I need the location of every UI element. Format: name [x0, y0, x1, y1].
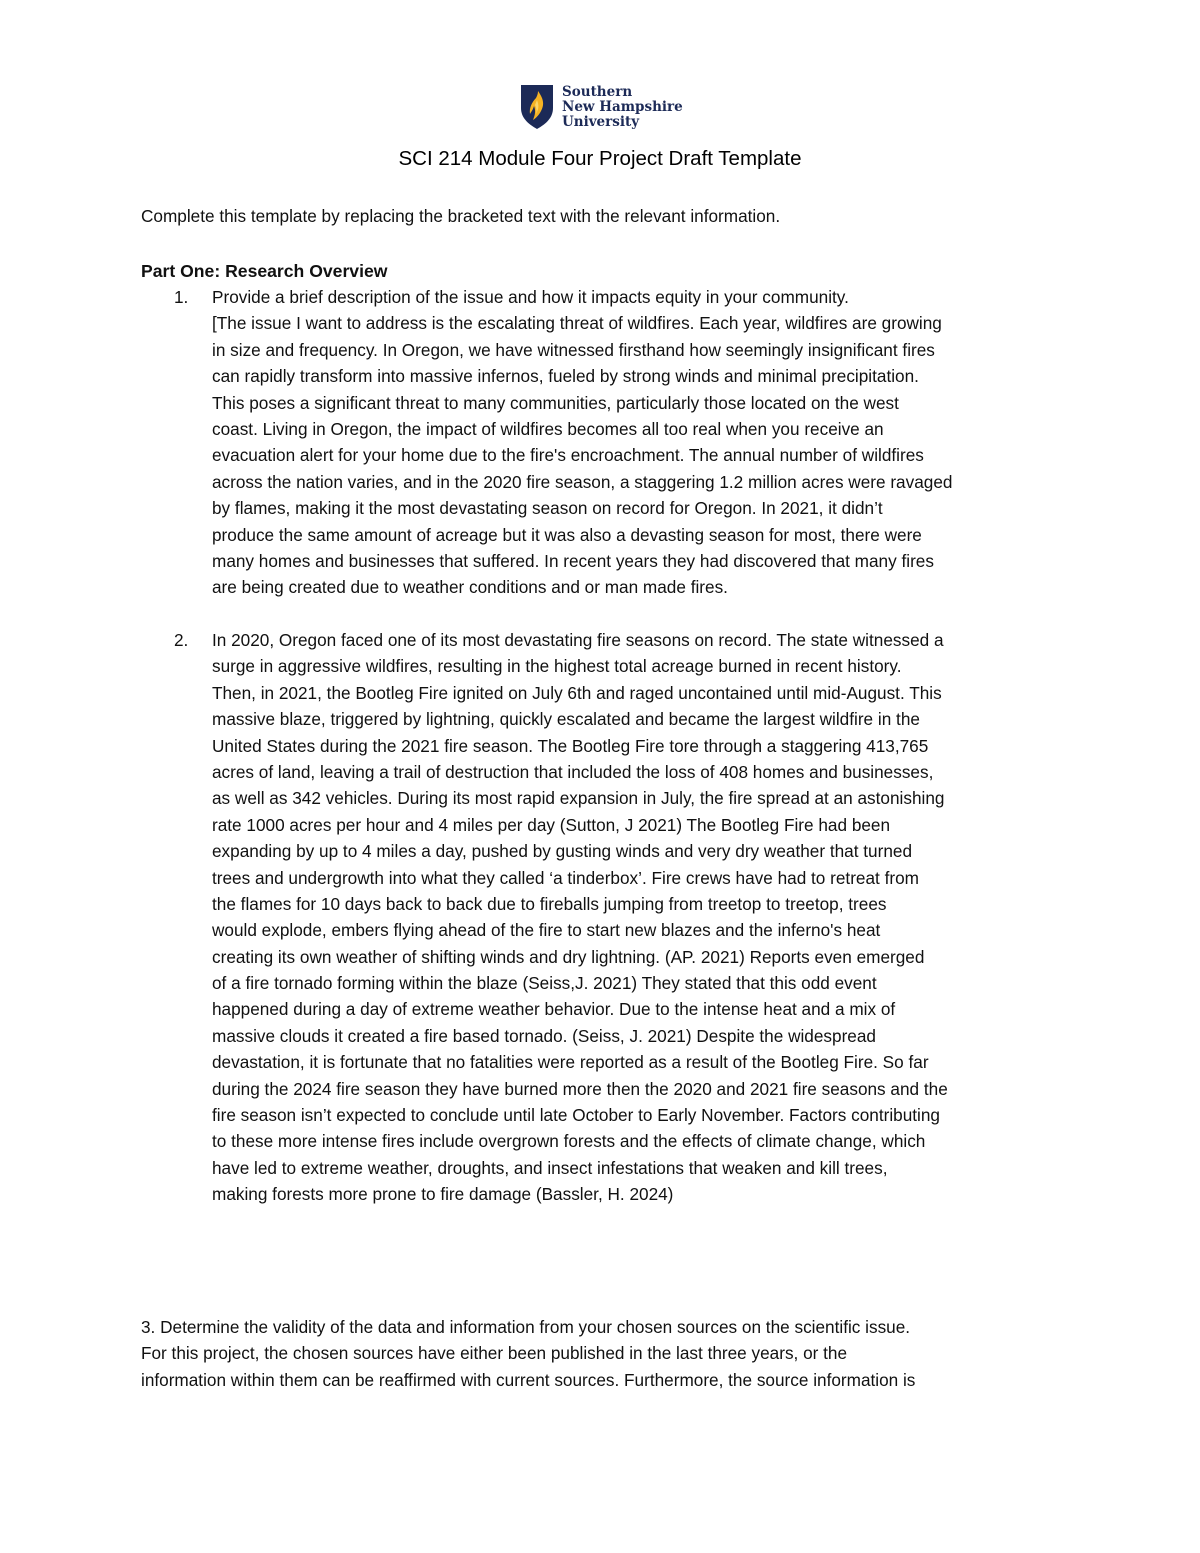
item-1-line: This poses a significant threat to many communities, particularly those located on the west [212, 392, 899, 413]
item-1-line: by flames, making it the most devastating season on record for Oregon. In 2021, it didn’t [212, 498, 883, 519]
item-3-line: For this project, the chosen sources have either been published in the last three years, or the [141, 1343, 848, 1364]
item-2-line: have led to extreme weather, droughts, and insect infestations that weaken and kill trees, [212, 1157, 888, 1178]
logo-line-3: University [562, 113, 640, 130]
item-2-line: making forests more prone to fire damage (Bassler, H. 2024) [212, 1184, 674, 1205]
item-3-body [141, 1314, 915, 1393]
item-1-line: many homes and businesses that suffered. In recent years they had discovered that many fires [212, 550, 934, 571]
item-2-line: acres of land, leaving a trail of destruction that included the loss of 408 homes and businesses, [212, 761, 934, 782]
item-1-body [212, 284, 952, 601]
item-2-line: to these more intense fires include overgrown forests and the effects of climate change, which [212, 1131, 926, 1152]
item-2-line: of a fire tornado forming within the blaze (Seiss,J. 2021) They stated that this odd event [212, 973, 877, 994]
item-2-line: massive blaze, triggered by lightning, quickly escalated and became the largest wildfire in the [212, 709, 920, 730]
logo-wordmark [562, 85, 683, 130]
item-2-line: devastation, it is fortunate that no fatalities were reported as a result of the Bootleg Fire. So far [212, 1052, 929, 1073]
item-2-line: would explode, embers flying ahead of the fire to start new blazes and the inferno's heat [212, 920, 881, 941]
list-number-1: 1. [174, 287, 189, 307]
item-2-line: Then, in 2021, the Bootleg Fire ignited on July 6th and raged uncontained until mid-August. This [212, 682, 942, 703]
item-1-line: evacuation alert for your home due to the fire's encroachment. The annual number of wildfires [212, 445, 924, 466]
item-2-line: United States during the 2021 fire season. The Bootleg Fire tore through a staggering 413,765 [212, 735, 929, 756]
item-2-line: fire season isn’t expected to conclude until late October to Early November. Factors contributing [212, 1105, 940, 1126]
part-one-heading: Part One: Research Overview [141, 261, 388, 281]
item-2-line: expanding by up to 4 miles a day, pushed by gusting winds and very dry weather that turned [212, 841, 913, 862]
item-2-line: trees and undergrowth into what they called ‘a tinderbox’. Fire crews have had to retreat from [212, 867, 919, 888]
page-title: SCI 214 Module Four Project Draft Template [398, 147, 802, 170]
item-2-line: surge in aggressive wildfires, resulting in the highest total acreage burned in recent history. [212, 656, 902, 677]
shield-flame-icon [520, 84, 554, 130]
item-1-line: across the nation varies, and in the 2020 fire season, a staggering 1.2 million acres were ravaged [212, 471, 953, 492]
item-2-line: massive clouds it created a fire based tornado. (Seiss, J. 2021) Despite the widespread [212, 1025, 876, 1046]
item-2-line: creating its own weather of shifting winds and dry lightning. (AP. 2021) Reports even emerged [212, 946, 925, 967]
item-1-line: can rapidly transform into massive infernos, fueled by strong winds and minimal precipitation. [212, 366, 919, 387]
item-1-line: in size and frequency. In Oregon, we have witnessed firsthand how seemingly insignificant fires [212, 339, 935, 360]
logo-line-1: Southern [562, 83, 633, 100]
item-2-line: happened during a day of extreme weather behavior. Due to the intense heat and a mix of [212, 999, 896, 1020]
list-number-2: 2. [174, 630, 189, 650]
item-1-line: are being created due to weather conditions and or man made fires. [212, 577, 728, 598]
item-1-line: produce the same amount of acreage but it was also a devasting season for most, there were [212, 524, 922, 545]
item-2-line: during the 2024 fire season they have burned more then the 2020 and 2021 fire seasons and the [212, 1078, 948, 1099]
university-logo [520, 84, 683, 130]
item-1-line: [The issue I want to address is the escalating threat of wildfires. Each year, wildfires are growing [212, 313, 942, 334]
item-2-line: rate 1000 acres per hour and 4 miles per day (Sutton, J 2021) The Bootleg Fire had been [212, 814, 891, 835]
item-2-line: the flames for 10 days back to back due to fireballs jumping from treetop to treetop, trees [212, 893, 887, 914]
logo-line-2: New Hampshire [562, 98, 683, 115]
item-1-line: coast. Living in Oregon, the impact of wildfires becomes all too real when you receive an [212, 418, 884, 439]
item-3-line: information within them can be reaffirmed with current sources. Furthermore, the source information is [141, 1369, 916, 1390]
item-3-line: 3. Determine the validity of the data and information from your chosen sources on the scientific issue. [141, 1317, 911, 1337]
item-2-line: as well as 342 vehicles. During its most rapid expansion in July, the fire spread at an astonishing [212, 788, 945, 809]
item-2-line: In 2020, Oregon faced one of its most devastating fire seasons on record. The state witnessed a [212, 630, 944, 650]
item-2-body [212, 627, 948, 1208]
intro-instructions: Complete this template by replacing the bracketed text with the relevant information. [141, 206, 781, 226]
item-1-prompt: Provide a brief description of the issue and how it impacts equity in your community. [212, 287, 849, 307]
